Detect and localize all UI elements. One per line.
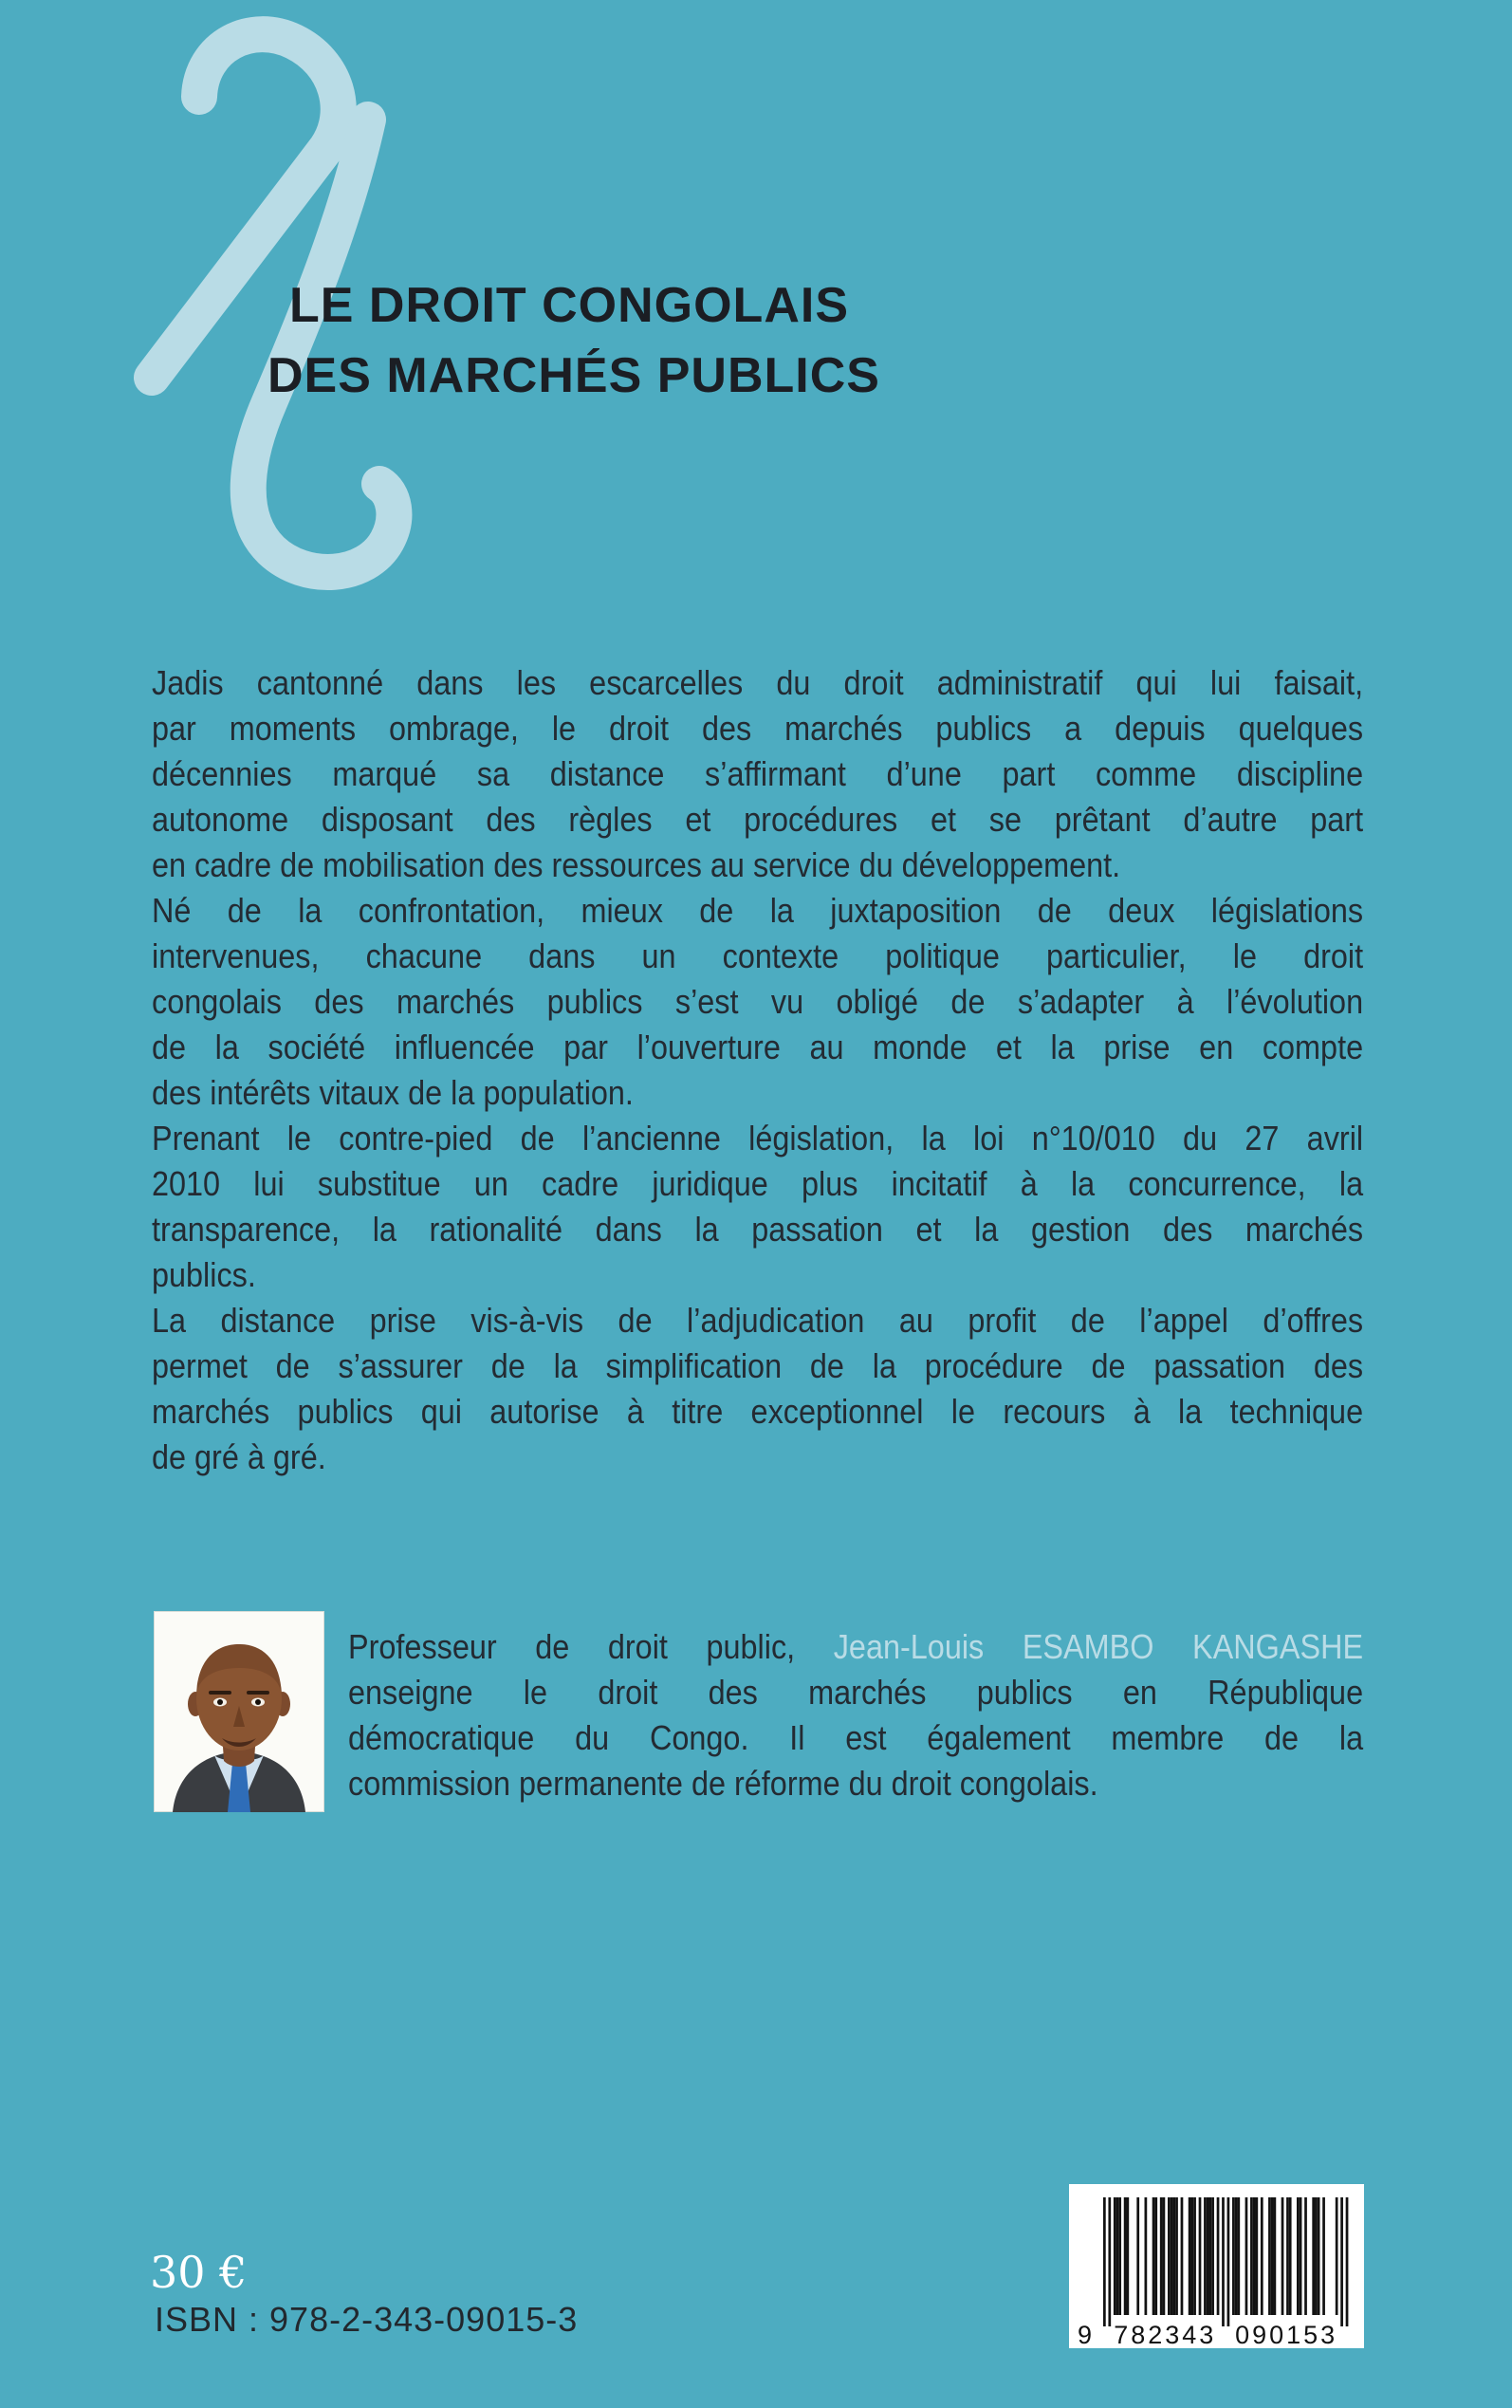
book-title-line-1: LE DROIT CONGOLAIS: [289, 278, 849, 333]
summary-line: décennies marqué sa distance s’affirmant d’une part comme discipline: [152, 754, 1364, 793]
summary-line: des intérêts vitaux de la population.: [152, 1073, 634, 1112]
summary-line: permet de s’assurer de la simplification de la procédure de passation des: [152, 1346, 1364, 1385]
summary-line: congolais des marchés publics s’est vu obligé de s’adapter à l’évolution: [152, 982, 1364, 1021]
summary-line: intervenues, chacune dans un contexte politique particulier, le droit: [152, 936, 1364, 975]
ean13-barcode: [1069, 2184, 1364, 2348]
summary-line: publics.: [152, 1255, 256, 1294]
svg-text:090153: 090153: [1235, 2321, 1338, 2348]
summary-line: Jadis cantonné dans les escarcelles du droit administratif qui lui faisait,: [152, 663, 1364, 702]
author-portrait-illustration: [154, 1611, 324, 1812]
summary-line: en cadre de mobilisation des ressources au service du développement.: [152, 845, 1121, 884]
author-name: Jean-Louis ESAMBO KANGASHE: [833, 1627, 1364, 1666]
author-bio-line: démocratique du Congo. Il est également membre de la: [348, 1718, 1364, 1757]
price: 30 €: [150, 2247, 248, 2298]
summary-line: transparence, la rationalité dans la passation et la gestion des marchés: [152, 1210, 1364, 1249]
summary-line: marchés publics qui autorise à titre exceptionnel le recours à la technique: [152, 1392, 1364, 1431]
svg-text:782343: 782343: [1114, 2321, 1217, 2348]
summary-line: autonome disposant des règles et procédures et se prêtant d’autre part: [152, 800, 1364, 839]
summary-line: Né de la confrontation, mieux de la juxtaposition de deux législations: [152, 891, 1364, 930]
summary-line: 2010 lui substitue un cadre juridique plus incitatif à la concurrence, la: [152, 1164, 1364, 1203]
book-title-line-2: DES MARCHÉS PUBLICS: [267, 348, 880, 403]
author-bio-line: enseigne le droit des marchés publics en République: [348, 1673, 1364, 1712]
svg-text:9: 9: [1077, 2321, 1096, 2348]
author-photo: [154, 1611, 324, 1812]
barcode: [1069, 2184, 1364, 2348]
author-bio-prefix: Professeur de droit public,: [348, 1627, 834, 1666]
back-cover-summary: [152, 660, 1363, 1480]
summary-line: de gré à gré.: [152, 1437, 326, 1476]
glyph-tail-stroke: [249, 120, 395, 572]
summary-line: par moments ombrage, le droit des marchés publics a depuis quelques: [152, 709, 1364, 748]
summary-line: La distance prise vis-à-vis de l’adjudication au profit de l’appel d’offres: [152, 1301, 1364, 1340]
isbn: ISBN : 978-2-343-09015-3: [155, 2300, 579, 2339]
summary-line: de la société influencée par l’ouverture au monde et la prise en compte: [152, 1028, 1364, 1066]
author-bio-line: commission permanente de réforme du droit congolais.: [348, 1764, 1098, 1803]
summary-line: Prenant le contre-pied de l’ancienne législation, la loi n°10/010 du 27 avril: [152, 1119, 1364, 1158]
author-bio: [348, 1624, 1363, 1806]
author-bio-line: [348, 1624, 1363, 1670]
